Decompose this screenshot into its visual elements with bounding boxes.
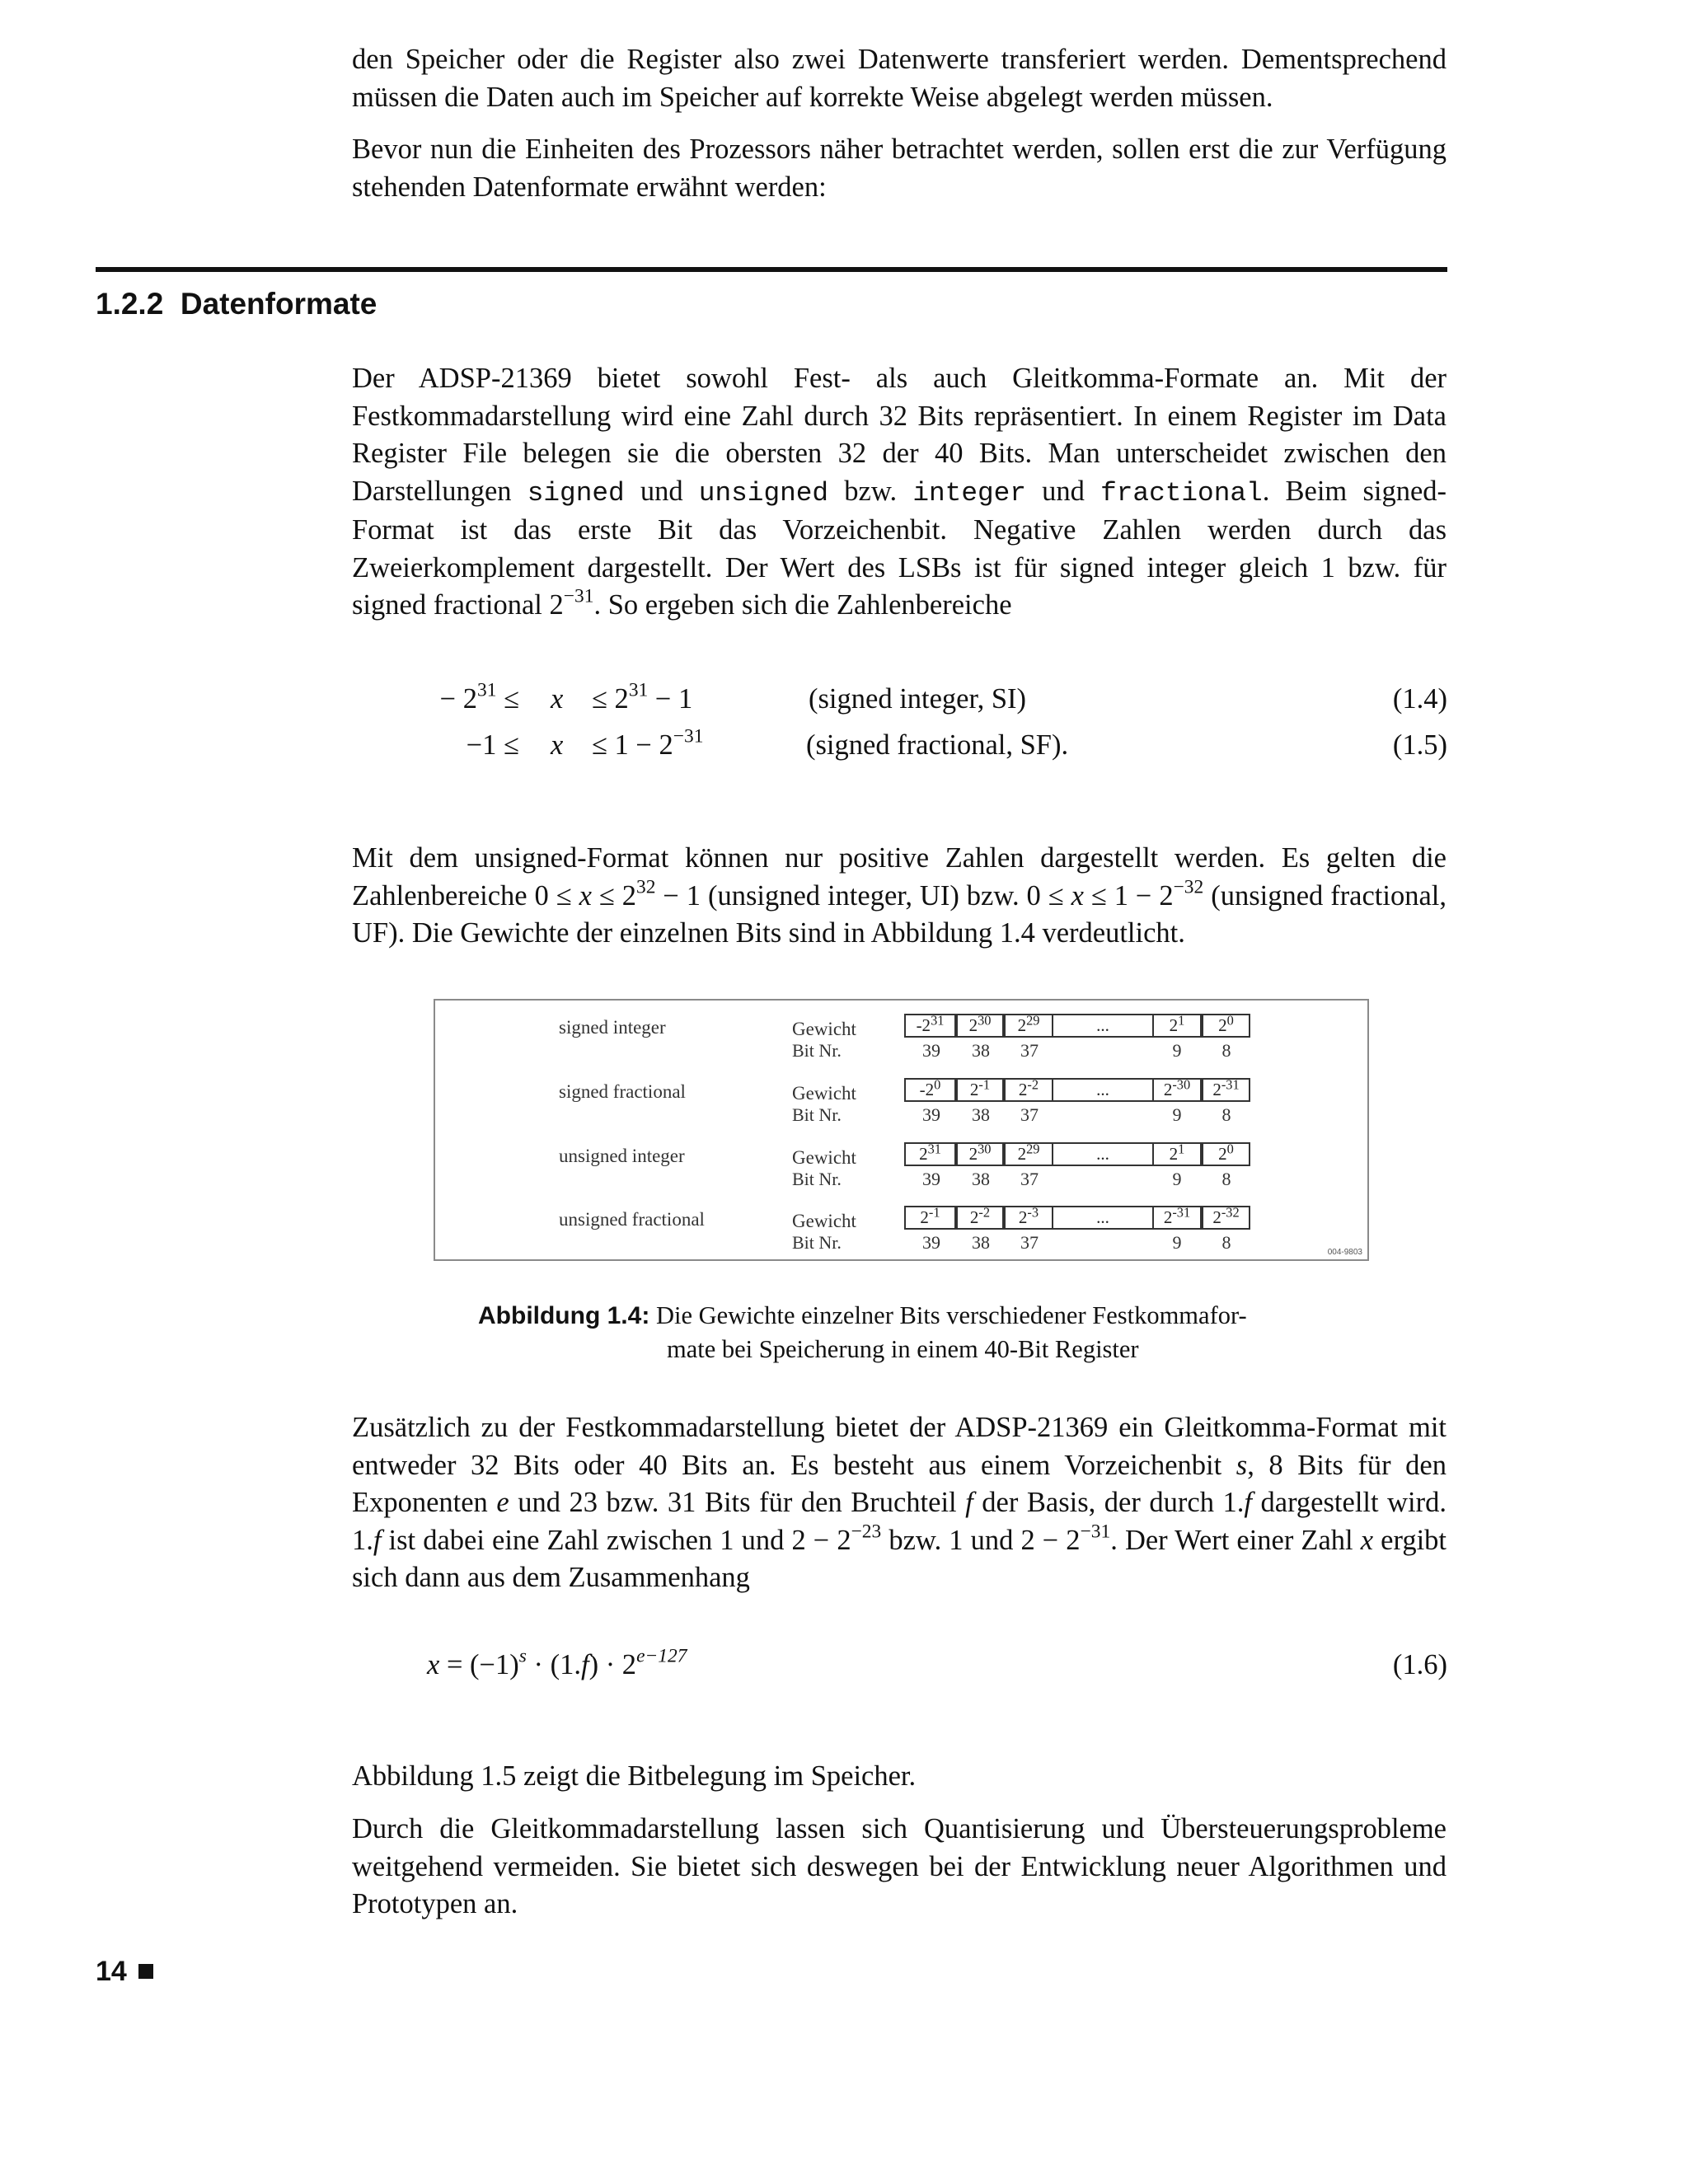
text-run: . Der Wert einer Zahl xyxy=(1110,1524,1361,1556)
superscript: −23 xyxy=(851,1520,882,1542)
eq16-number: (1.6) xyxy=(1392,1649,1447,1680)
text-run: − 1 (unsigned integer, UI) bzw. 0 ≤ xyxy=(655,879,1071,912)
eq14-lhs xyxy=(363,681,519,717)
bit-weight-cell: $-2^0$ xyxy=(904,1078,956,1102)
eq14-rhs xyxy=(592,681,692,717)
bit-weight-cell: $2^{-31}$ xyxy=(1152,1206,1202,1230)
page-number xyxy=(96,1955,153,1988)
eq15-description: (signed fractional, SF). xyxy=(806,729,1069,761)
math-var: f xyxy=(373,1524,382,1556)
bit-number: 8 xyxy=(1221,1104,1231,1125)
format-name: unsigned fractional xyxy=(559,1209,705,1230)
superscript: −31 xyxy=(1080,1520,1111,1542)
bit-weight-cell: $2^{31}$ xyxy=(904,1142,956,1166)
figure-caption xyxy=(478,1299,1385,1366)
text-run: und xyxy=(624,475,699,507)
gewicht-label: Gewicht xyxy=(792,1147,856,1168)
bit-weight-cell: $2^{29}$ xyxy=(1004,1142,1053,1166)
text-run: Durch die Gleitkommadarstellung lassen sich Quantisierung und Übersteuerungsprobleme weitgehend vermeiden. Sie bietet sich deswegen bei der Entwicklung neuer Algorithmen und Prototypen an. xyxy=(352,1813,1447,1919)
ellipsis-cell: ... xyxy=(1053,1206,1152,1230)
section-title: Datenformate xyxy=(180,287,377,321)
caption-label: Abbildung 1.4: xyxy=(478,1302,650,1329)
bit-number: 9 xyxy=(1172,1104,1182,1125)
eq14-description: (signed integer, SI) xyxy=(809,683,1027,715)
ellipsis-cell: ... xyxy=(1053,1014,1152,1038)
bit-number: 38 xyxy=(972,1169,990,1189)
bit-weight-cell: $2^{-30}$ xyxy=(1152,1078,1202,1102)
math-var: f xyxy=(965,1487,973,1518)
bit-number: 37 xyxy=(1020,1040,1039,1061)
text-run: bzw. 1 und 2 − 2 xyxy=(881,1524,1081,1556)
bit-number: 38 xyxy=(972,1232,990,1253)
text-run: . So ergeben sich die Zahlenbereiche xyxy=(593,589,1012,621)
bit-weights-figure xyxy=(434,999,1369,1261)
bit-number: 8 xyxy=(1221,1040,1231,1061)
text-run: ist dabei eine Zahl zwischen 1 und 2 − 2 xyxy=(381,1524,851,1556)
eq15-number: (1.5) xyxy=(1392,729,1447,761)
caption-line-2: mate bei Speicherung in einem 40-Bit Register xyxy=(667,1335,1139,1363)
bit-number: 37 xyxy=(1020,1104,1039,1125)
text-run: ≤ 2 xyxy=(591,879,636,912)
eq-var: f xyxy=(580,1649,589,1680)
bit-number: 8 xyxy=(1221,1169,1231,1189)
bit-number: 38 xyxy=(972,1104,990,1125)
ellipsis-cell: ... xyxy=(1053,1078,1152,1102)
eq-exponent: 31 xyxy=(628,679,649,701)
text-run: ≤ 1 − 2 xyxy=(1083,879,1174,912)
gewicht-label: Gewicht xyxy=(792,1211,856,1231)
bit-weight-cell: $2^{30}$ xyxy=(956,1014,1004,1038)
eq-exponent: e−127 xyxy=(636,1645,687,1667)
eq15-variable xyxy=(551,727,563,763)
text-run: (unsigned fractional, UF). Die Gewichte der einzelnen Bits sind in Abbildung 1.4 verdeutlicht. xyxy=(352,879,1447,949)
intro-text-1: den Speicher oder die Register also zwei Datenwerte transferiert werden. Dementsprechend müssen die Daten auch im Speicher auf korrekte Weise abgelegt werden müssen. xyxy=(352,44,1447,113)
superscript: 32 xyxy=(636,875,656,898)
superscript: −31 xyxy=(563,585,594,607)
bit-cells xyxy=(904,1012,1250,1061)
text-run: ergibt sich dann aus dem Zusammenhang xyxy=(352,1524,1447,1593)
figure-id-tag: 004-9803 xyxy=(1327,1248,1362,1257)
paragraph-figure-ref xyxy=(352,1758,1447,1796)
eq14-variable xyxy=(551,681,563,717)
bit-weight-cell: $2^{-3}$ xyxy=(1004,1206,1053,1230)
section-heading xyxy=(96,284,377,324)
page-marker-square xyxy=(138,1964,153,1979)
paragraph-floating-point xyxy=(352,1409,1447,1597)
intro-text-2: Bevor nun die Einheiten des Prozessors näher betrachtet werden, sollen erst die zur Verfügung stehenden Datenformate erwähnt werden: xyxy=(352,134,1447,203)
format-name: signed integer xyxy=(559,1017,666,1038)
format-name: signed fractional xyxy=(559,1081,686,1102)
bit-number: 38 xyxy=(972,1040,990,1061)
bit-weight-cell: $2^0$ xyxy=(1202,1014,1250,1038)
math-var: s xyxy=(1236,1449,1248,1481)
bit-weight-cell: $2^{-32}$ xyxy=(1202,1206,1250,1230)
paragraph-unsigned xyxy=(352,840,1447,953)
bit-number: 9 xyxy=(1172,1040,1182,1061)
gewicht-label: Gewicht xyxy=(792,1083,856,1104)
eq-term: = (−1) xyxy=(439,1649,519,1680)
bitnr-label: Bit Nr. xyxy=(792,1040,842,1061)
paragraph-conclusion xyxy=(352,1811,1447,1924)
bit-weight-cell: $2^{30}$ xyxy=(956,1142,1004,1166)
eq-exponent: 31 xyxy=(476,679,497,701)
bit-number: 9 xyxy=(1172,1232,1182,1253)
math-var: x xyxy=(1071,879,1084,912)
bit-weight-cell: $2^1$ xyxy=(1152,1142,1202,1166)
text-run: bzw. xyxy=(828,475,913,507)
bit-number: 37 xyxy=(1020,1169,1039,1189)
code-signed: signed xyxy=(527,477,625,509)
eq16-formula xyxy=(427,1647,687,1683)
bit-number: 39 xyxy=(922,1232,940,1253)
section-number: 1.2.2 xyxy=(96,287,164,321)
math-var: f xyxy=(1244,1487,1252,1518)
bitnr-label: Bit Nr. xyxy=(792,1169,842,1189)
text-run: und 23 bzw. 31 Bits für den Bruchteil xyxy=(509,1487,966,1518)
math-var: x xyxy=(579,879,592,912)
section-rule xyxy=(96,267,1447,272)
eq-term: · (1. xyxy=(526,1649,581,1680)
bitnr-label: Bit Nr. xyxy=(792,1232,842,1253)
text-run: , 8 Bits für den Exponenten xyxy=(352,1449,1447,1518)
bit-cells xyxy=(904,1076,1250,1125)
page-number-text: 14 xyxy=(96,1956,127,1987)
eq-var: x xyxy=(551,683,564,715)
code-unsigned: unsigned xyxy=(698,477,829,509)
format-row xyxy=(435,1078,1367,1132)
text-run: Zusätzlich zu der Festkommadarstellung bietet der ADSP-21369 ein Gleitkomma-Format mit entweder 32 Bits oder 40 Bits an. Es besteht aus einem Vorzeichenbit xyxy=(352,1412,1447,1481)
bit-number: 39 xyxy=(922,1104,940,1125)
format-row xyxy=(435,1014,1367,1068)
text-run: dargestellt wird. 1. xyxy=(352,1487,1447,1556)
bit-weight-cell: $2^{-1}$ xyxy=(904,1206,956,1230)
format-row xyxy=(435,1142,1367,1197)
bit-number: 39 xyxy=(922,1040,940,1061)
bit-cells xyxy=(904,1141,1250,1189)
intro-paragraph-2 xyxy=(352,131,1447,206)
eq-term: − 1 xyxy=(648,683,693,715)
bit-weight-cell: $2^1$ xyxy=(1152,1014,1202,1038)
bit-weight-cell: $2^0$ xyxy=(1202,1142,1250,1166)
ellipsis-cell: ... xyxy=(1053,1142,1152,1166)
bit-weight-cell: $2^{-31}$ xyxy=(1202,1078,1250,1102)
superscript: −32 xyxy=(1173,875,1204,898)
eq-term: ) · 2 xyxy=(588,1649,637,1680)
paragraph-fixed-point xyxy=(352,360,1447,625)
eq14-number: (1.4) xyxy=(1392,683,1447,715)
eq-relation: ≤ xyxy=(504,683,519,715)
eq-var: x xyxy=(551,729,564,761)
math-var: e xyxy=(496,1487,509,1518)
code-fractional: fractional xyxy=(1100,477,1263,509)
bit-number: 37 xyxy=(1020,1232,1039,1253)
intro-paragraph-1 xyxy=(352,41,1447,116)
text-run: . Beim signed-Format ist das erste Bit das Vorzeichenbit. Negative Zahlen werden durch das Zweierkomplement dargestellt. Der Wert des LSBs ist für signed integer gleich 1 bzw. für signed fractional 2 xyxy=(352,475,1447,621)
caption-line-1: Die Gewichte einzelner Bits verschiedener Festkommafor- xyxy=(655,1301,1247,1329)
format-row xyxy=(435,1206,1367,1260)
text-run: Abbildung 1.5 zeigt die Bitbelegung im Speicher. xyxy=(352,1760,917,1792)
bit-number: 39 xyxy=(922,1169,940,1189)
bit-weight-cell: $2^{-1}$ xyxy=(956,1078,1004,1102)
eq-term: ≤ 2 xyxy=(592,683,629,715)
text-run: der Basis, der durch 1. xyxy=(973,1487,1245,1518)
text-run: Der ADSP-21369 bietet sowohl Fest- als auch Gleitkomma-Formate an. Mit der Festkommadarstellung wird eine Zahl durch 32 Bits repräsentiert. In einem Register im Data Register File belegen sie die obersten 32 der 40 Bits. Man unterscheidet zwischen den Darstellungen xyxy=(352,363,1447,507)
eq15-lhs: −1 ≤ xyxy=(466,729,519,761)
eq15-rhs xyxy=(592,727,703,763)
bit-number: 9 xyxy=(1172,1169,1182,1189)
bit-weight-cell: $2^{-2}$ xyxy=(956,1206,1004,1230)
eq-term: − 2 xyxy=(439,683,477,715)
eq-exponent: s xyxy=(518,1645,527,1667)
bitnr-label: Bit Nr. xyxy=(792,1104,842,1125)
format-name: unsigned integer xyxy=(559,1146,685,1166)
bit-number: 8 xyxy=(1221,1232,1231,1253)
code-integer: integer xyxy=(912,477,1026,509)
math-var: x xyxy=(1360,1524,1374,1556)
eq-term: ≤ 1 − 2 xyxy=(592,729,673,761)
bit-weight-cell: $2^{-2}$ xyxy=(1004,1078,1053,1102)
eq-var: x xyxy=(427,1649,440,1680)
gewicht-label: Gewicht xyxy=(792,1019,856,1039)
text-run: Mit dem unsigned-Format können nur positive Zahlen dargestellt werden. Es gelten die Zahlenbereiche 0 ≤ xyxy=(352,842,1447,912)
bit-weight-cell: $2^{29}$ xyxy=(1004,1014,1053,1038)
bit-cells xyxy=(904,1204,1250,1253)
bit-weight-cell: $-2^{31}$ xyxy=(904,1014,956,1038)
eq-exponent: −31 xyxy=(673,725,704,748)
text-run: und xyxy=(1025,475,1101,507)
